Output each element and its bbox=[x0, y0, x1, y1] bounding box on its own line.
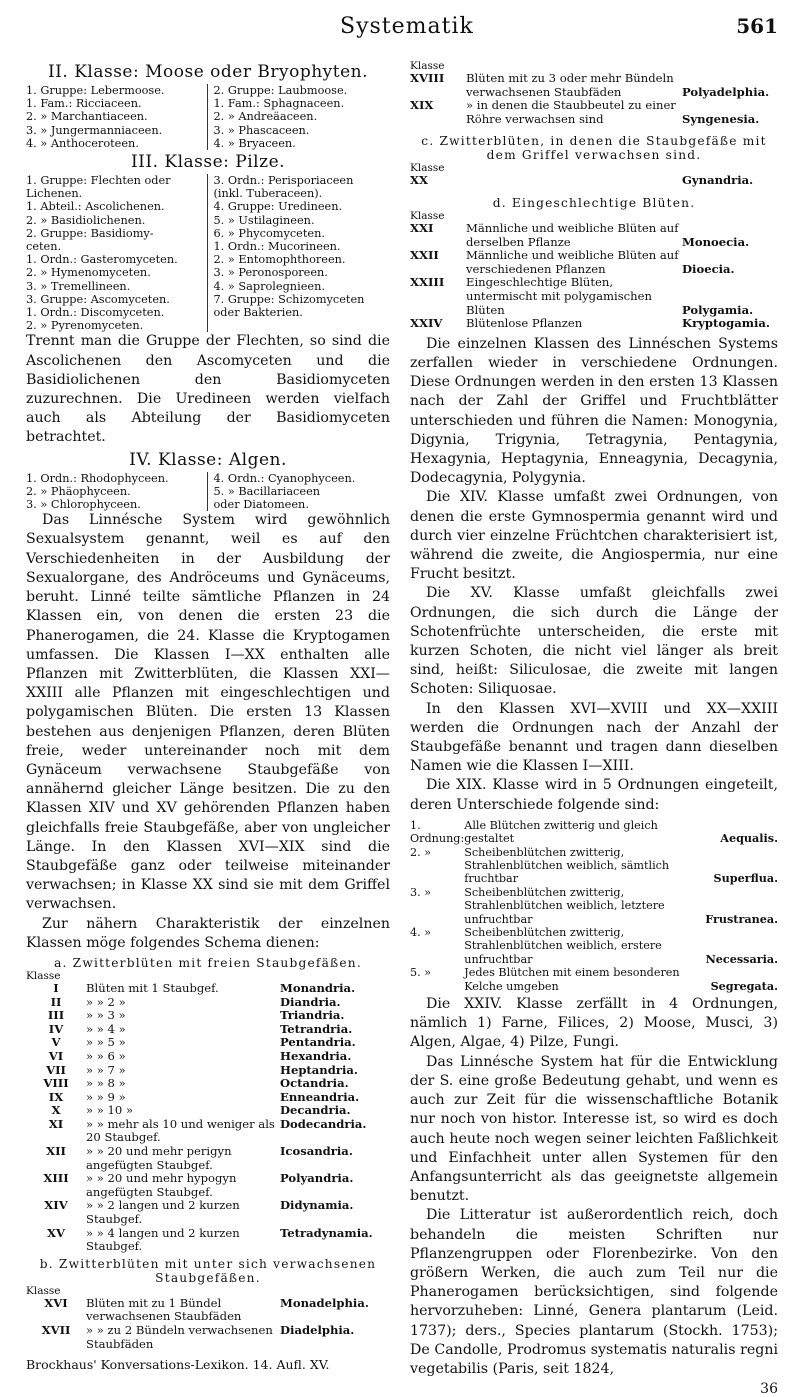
list-line: 3. Gruppe: Ascomyceten. bbox=[26, 292, 170, 306]
pilze-groups bbox=[26, 174, 390, 332]
class-description: Blüten mit 1 Staubgef. bbox=[86, 980, 219, 995]
class-description: » » zu 2 Bündeln verwachsenen Staubfäden bbox=[86, 1323, 273, 1351]
class-description: Scheibenblütchen zwitterig, Strahlenblütchen weiblich, letztere unfruchtbar bbox=[464, 885, 665, 926]
list-line: 3. » Tremellineen. bbox=[26, 279, 131, 293]
list-line: 3. » Peronosporeen. bbox=[213, 266, 328, 280]
class-row bbox=[26, 1199, 390, 1226]
list-line: 1. Fam.: Ricciaceen. bbox=[26, 97, 142, 111]
list-line: 2. » Andreäaceen. bbox=[213, 110, 318, 124]
class-name: Polyandria. bbox=[280, 1171, 354, 1186]
class-name: Diandria. bbox=[280, 994, 341, 1009]
class-row bbox=[26, 1064, 390, 1078]
list-line: 3. » Jungermanniaceen. bbox=[26, 123, 163, 137]
class-row bbox=[26, 982, 390, 996]
class-row bbox=[410, 819, 778, 846]
list-line: 1. Gruppe: Lebermoose. bbox=[26, 84, 165, 97]
list-line: 1. Ordn.: Gasteromyceten. bbox=[26, 253, 178, 267]
class-name: Kryptogamia. bbox=[682, 316, 770, 331]
class-number: XX bbox=[410, 173, 428, 188]
class-number: V bbox=[51, 1035, 61, 1050]
class-number: 1. Ordnung: bbox=[410, 818, 465, 846]
class-row bbox=[26, 1227, 390, 1254]
class-number: XIII bbox=[43, 1171, 69, 1186]
class-row bbox=[410, 317, 778, 331]
klasse-label: Klasse bbox=[26, 969, 61, 982]
class-description: Alle Blütchen zwitterig und gleich gestaltet bbox=[464, 818, 658, 846]
left-column bbox=[26, 60, 390, 1372]
paragraph-klasse-xxiv: Die XXIV. Klasse zerfällt in 4 Ordnungen, nämlich 1) Farne, Filices, 2) Moose, Musci, 3) Algen, Algae, 4) Pilze, Fungi. bbox=[410, 996, 778, 1051]
class-number: XVI bbox=[44, 1295, 68, 1310]
class-name: Tetradynamia. bbox=[280, 1225, 373, 1240]
class-row bbox=[26, 1297, 390, 1324]
class-row bbox=[26, 1077, 390, 1091]
algen-left-list bbox=[26, 472, 208, 512]
class-row bbox=[26, 1118, 390, 1145]
list-line: 7. Gruppe: Schizomyceten bbox=[213, 292, 365, 306]
page-number: 561 bbox=[736, 14, 778, 38]
list-line: 5. » Bacillariaceen bbox=[213, 484, 321, 498]
list-line: 2. » Phäophyceen. bbox=[26, 484, 131, 498]
moose-right-list bbox=[208, 84, 391, 150]
paragraph-klasse-xix: Die XIX. Klasse wird in 5 Ordnungen eingeteilt, deren Unterschiede folgende sind: bbox=[410, 777, 778, 813]
orders-table bbox=[410, 819, 778, 993]
class-number: XXII bbox=[410, 248, 439, 263]
class-description: » » 4 langen und 2 kurzen Staubgef. bbox=[86, 1225, 240, 1254]
heading-moose: II. Klasse: Moose oder Bryophyten. bbox=[47, 62, 369, 82]
class-number: IX bbox=[48, 1089, 64, 1104]
footer-publication: Brockhaus' Konversations-Lexikon. 14. Aufl. XV. bbox=[26, 1357, 330, 1373]
section-d-heading: d. Eingeschlechtige Blüten. bbox=[492, 195, 696, 210]
class-row bbox=[410, 222, 778, 249]
class-name: Triandria. bbox=[280, 1008, 345, 1023]
footer-signature: 36 bbox=[760, 1381, 778, 1397]
moose-left-list bbox=[26, 84, 208, 150]
class-row bbox=[26, 1145, 390, 1172]
class-description: Scheibenblütchen zwitterig, Strahlenblütchen weiblich, sämtlich fruchtbar bbox=[464, 845, 670, 886]
paragraph-schema: Zur nähern Charakteristik der einzelnen Klassen möge folgendes Schema dienen: bbox=[26, 915, 390, 951]
class-number: XXIV bbox=[410, 316, 443, 331]
paragraph-linne-system: Das Linnésche System wird gewöhnlich Sexualsystem genannt, weil es auf den Verschiedenheiten in der Ausbildung der Sexualorgane, des Andröceums und Gynäceums, beruht. Linné teilte sämtliche Pflanzen in 24 Klassen ein, von denen die ersten 23 die Phanerogamen, die 24. Klasse die Kryptogamen umfassen. Die Klassen I—XX enthalten alle Pflanzen mit Zwitterblüten, die Klassen XXI—XXIII alle Pflanzen mit eingeschlechtigen und polygamischen Blüten. Die ersten 13 Klassen bestehen aus denjenigen Pflanzen, deren Blüten freie, weder untereinander noch mit dem Gynäceum verwachsene Staubgefäße von annähernd gleicher Länge besitzen. Die zu den Klassen XIV und XV gehörenden Pflanzen haben gleichfalls freie Staubgefäße, aber von ungleicher Länge. In den Klassen XVI—XIX sind die Staubgefäße ganz oder teilweise miteinander verwachsen; in Klasse XX sind sie mit dem Griffel verwachsen. bbox=[26, 512, 390, 913]
heading-pilze: III. Klasse: Pilze. bbox=[130, 152, 286, 173]
list-line: 1. Ordn.: Discomyceten. bbox=[26, 306, 165, 320]
class-description: » » 4 » bbox=[86, 1021, 126, 1036]
class-name: Necessaria. bbox=[705, 951, 778, 966]
paragraph-litteratur: Die Litteratur ist außerordentlich reich, doch behandeln die meisten Schriften nur Pflanzengruppen oder Florenbezirke. Von den größern Werken, die auch zum Teil nur die Phanerogamen berücksichtigen, sind folgende hervorzuheben: Linné, Genera plantarum (Leid. 1737); ders., Species plantarum (Stockh. 1753); De Candolle, Prodromus systematis naturalis regni vegetabilis (Paris, seit 1824, bbox=[410, 1207, 778, 1377]
list-line: 4. Ordn.: Cyanophyceen. bbox=[213, 471, 356, 485]
running-title: Systematik bbox=[340, 14, 474, 39]
class-name: Hexandria. bbox=[280, 1048, 352, 1063]
class-name: Didynamia. bbox=[280, 1198, 354, 1213]
class-number: XVII bbox=[41, 1323, 71, 1338]
class-number: 2. » bbox=[410, 845, 432, 859]
list-line: 2. Gruppe: Laubmoose. bbox=[213, 84, 348, 97]
class-description: Blüten mit zu 3 oder mehr Bündeln verwachsenen Staubfäden bbox=[466, 71, 674, 99]
class-row bbox=[26, 1172, 390, 1199]
class-description: Männliche und weibliche Blüten auf derselben Pflanze bbox=[466, 220, 679, 249]
class-name: Polygamia. bbox=[682, 302, 754, 317]
class-number: 4. » bbox=[410, 926, 432, 940]
class-row bbox=[410, 926, 778, 966]
class-name: Icosandria. bbox=[280, 1144, 353, 1159]
class-number: XII bbox=[46, 1144, 66, 1159]
classes-table-c bbox=[410, 174, 778, 188]
section-b-heading: b. Zwitterblüten mit unter sich verwachsenen Staubgefäßen. bbox=[39, 1256, 377, 1285]
klasse-label: Klasse bbox=[410, 60, 445, 72]
class-description: » » 3 » bbox=[86, 1008, 126, 1023]
class-row bbox=[26, 1023, 390, 1037]
class-name: Syngenesia. bbox=[682, 111, 760, 126]
class-number: XVIII bbox=[410, 71, 445, 85]
class-row bbox=[26, 1324, 390, 1351]
klasse-label: Klasse bbox=[410, 209, 445, 222]
class-number: I bbox=[53, 980, 59, 995]
class-number: VI bbox=[48, 1048, 64, 1063]
class-description bbox=[466, 174, 682, 188]
algen-groups bbox=[26, 472, 390, 512]
list-line: oder Diatomeen. bbox=[213, 498, 309, 512]
class-row bbox=[26, 1050, 390, 1064]
pilze-right-list bbox=[208, 174, 391, 332]
class-row bbox=[410, 846, 778, 886]
class-name: Segregata. bbox=[710, 978, 778, 993]
class-name: Frustranea. bbox=[705, 911, 778, 926]
list-line: 3. » Chlorophyceen. bbox=[26, 498, 141, 512]
list-line: 5. » Ustilagineen. bbox=[213, 213, 315, 227]
class-name: Heptandria. bbox=[280, 1062, 358, 1077]
section-a-heading: a. Zwitterblüten mit freien Staubgefäßen. bbox=[54, 955, 362, 970]
class-row bbox=[410, 72, 778, 99]
list-line: 3. Ordn.: Perisporiaceen bbox=[213, 174, 354, 188]
klasse-label: Klasse bbox=[26, 1284, 61, 1297]
class-description: » in denen die Staubbeutel zu einer Röhre verwachsen sind bbox=[466, 98, 676, 126]
list-line: 4. » Saprolegnieen. bbox=[213, 279, 325, 293]
class-description: » » mehr als 10 und weniger als 20 Staubgef. bbox=[86, 1116, 275, 1145]
class-description: » » 8 » bbox=[86, 1076, 126, 1091]
class-row bbox=[410, 99, 778, 126]
class-number: XIV bbox=[44, 1198, 68, 1213]
list-line: 4. Gruppe: Uredineen. bbox=[213, 200, 343, 214]
class-description: » » 2 langen und 2 kurzen Staubgef. bbox=[86, 1198, 240, 1227]
class-description: Männliche und weibliche Blüten auf verschiedenen Pflanzen bbox=[466, 248, 679, 276]
class-number: X bbox=[51, 1103, 61, 1118]
klasse-label: Klasse bbox=[410, 162, 445, 175]
class-row bbox=[26, 1009, 390, 1023]
class-number: 3. » bbox=[410, 885, 432, 899]
class-description: » » 9 » bbox=[86, 1089, 126, 1104]
class-number: XXIII bbox=[410, 275, 445, 290]
class-name: Dodecandria. bbox=[280, 1116, 367, 1131]
list-line: (inkl. Tuberaceen). bbox=[213, 187, 323, 201]
class-number: II bbox=[50, 994, 62, 1009]
class-description: » » 6 » bbox=[86, 1048, 126, 1063]
class-description: Scheibenblütchen zwitterig, Strahlenblütchen weiblich, erstere unfruchtbar bbox=[464, 926, 662, 966]
class-row bbox=[410, 966, 778, 993]
class-row bbox=[410, 276, 778, 317]
section-c-heading: c. Zwitterblüten, in denen die Staubgefäße mit dem Griffel verwachsen sind. bbox=[421, 134, 767, 163]
list-line: Lichenen. bbox=[26, 187, 83, 201]
paragraph-klassen-xvi: In den Klassen XVI—XVIII und XX—XXIII werden die Ordnungen nach der Anzahl der Staubgefäße benannt und tragen dann dieselben Namen wie die Klassen I—XIII. bbox=[410, 700, 778, 775]
class-description: Eingeschlechtige Blüten, untermischt mit polygamischen Blüten bbox=[466, 275, 652, 317]
class-description: » » 10 » bbox=[86, 1103, 134, 1118]
class-number: VII bbox=[46, 1062, 66, 1077]
right-column bbox=[410, 60, 778, 1397]
class-number: XIX bbox=[410, 98, 434, 113]
class-name: Aequalis. bbox=[720, 831, 778, 846]
class-description: Blüten mit zu 1 Bündel verwachsenen Staubfäden bbox=[86, 1295, 242, 1324]
class-name: Superflua. bbox=[713, 871, 778, 886]
classes-table-b-continued bbox=[410, 72, 778, 126]
class-name: Polyadelphia. bbox=[682, 84, 770, 99]
class-row bbox=[26, 1104, 390, 1118]
class-row bbox=[410, 249, 778, 276]
class-number: XXI bbox=[410, 220, 434, 235]
class-number: 5. » bbox=[410, 966, 432, 980]
moose-groups bbox=[26, 84, 390, 150]
list-line: 2. » Pyrenomyceten. bbox=[26, 319, 144, 333]
list-line: 1. Gruppe: Flechten oder bbox=[26, 174, 171, 188]
class-name: Decandria. bbox=[280, 1103, 351, 1118]
list-line: oder Bakterien. bbox=[213, 306, 303, 320]
class-row bbox=[26, 996, 390, 1010]
list-line: 2. » Basidiolichenen. bbox=[26, 213, 146, 227]
class-name: Tetrandria. bbox=[280, 1021, 353, 1036]
class-description: Blütenlose Pflanzen bbox=[466, 316, 583, 331]
list-line: 2. Gruppe: Basidiomy- bbox=[26, 226, 154, 240]
class-row bbox=[26, 1091, 390, 1105]
class-name: Pentandria. bbox=[280, 1035, 356, 1050]
class-name: Diadelphia. bbox=[280, 1323, 355, 1338]
list-line: 1. Fam.: Sphagnaceen. bbox=[213, 97, 345, 111]
paragraph-ordnungen: Die einzelnen Klassen des Linnéschen Systems zerfallen wieder in verschiedene Ordnungen. Diese Ordnungen werden in den ersten 13 Klassen nach der Zahl der Griffel und Fruchtblätter unterschieden und führen die Namen: Monogynia, Digynia, Trigynia, Tetragynia, Pentagynia, Hexagynia, Heptagynia, Enneagynia, Decagynia, Dodecagynia, Polygynia. bbox=[410, 335, 778, 487]
class-row bbox=[410, 886, 778, 926]
list-line: 1. Ordn.: Rhodophyceen. bbox=[26, 471, 169, 485]
class-description: Jedes Blütchen mit einem besonderen Kelche umgeben bbox=[464, 966, 680, 993]
class-name: Octandria. bbox=[280, 1076, 349, 1091]
paragraph-flechten: Trennt man die Gruppe der Flechten, so sind die Ascolichenen den Ascomyceten und die Basidiolichenen den Basidiomyceten zuzurechnen. Die Uredineen werden vielfach auch als Abteilung der Basidiomyceten betrachtet. bbox=[26, 333, 390, 446]
list-line: 2. » Marchantiaceen. bbox=[26, 110, 148, 124]
class-name: Monadelphia. bbox=[280, 1295, 369, 1310]
class-row bbox=[410, 174, 778, 188]
page-header bbox=[0, 14, 800, 50]
class-description: » » 20 und mehr hypogyn angefügten Staubgef. bbox=[86, 1171, 237, 1199]
class-number: XI bbox=[48, 1116, 64, 1131]
paragraph-bedeutung: Das Linnésche System hat für die Entwicklung der S. eine große Bedeutung gehabt, und wenn es auch zur Zeit für die wissenschaftliche Botanik nur noch von histor. Interesse ist, so wird es doch auch heute noch wegen seiner leichten Faßlichkeit und Einfachheit unter allen Systemen für den Anfangsunterricht als das geeignetste allgemein benutzt. bbox=[410, 1053, 778, 1205]
class-name: Gynandria. bbox=[682, 173, 754, 188]
list-line: 6. » Phycomyceten. bbox=[213, 226, 325, 240]
paragraph-klasse-xv: Die XV. Klasse umfaßt gleichfalls zwei Ordnungen, die sich durch die Länge der Schotenfrüchte unterscheiden, die erste mit kurzen Schoten, die nicht viel länger als breit sind, heißt: Siliculosae, die zweite mit langen Schoten: Siliquosae. bbox=[410, 585, 778, 698]
list-line: 1. Ordn.: Mucorineen. bbox=[213, 240, 341, 254]
class-name: Monandria. bbox=[280, 980, 356, 995]
list-line: 3. » Phascaceen. bbox=[213, 123, 310, 137]
class-name: Dioecia. bbox=[682, 261, 735, 276]
pilze-left-list bbox=[26, 174, 208, 332]
heading-algen: IV. Klasse: Algen. bbox=[129, 449, 287, 470]
list-line: 1. Abteil.: Ascolichenen. bbox=[26, 200, 165, 214]
list-line: ceten. bbox=[26, 240, 62, 254]
class-description: » » 2 » bbox=[86, 994, 126, 1009]
algen-right-list bbox=[208, 472, 391, 512]
class-description: » » 5 » bbox=[86, 1035, 126, 1050]
list-line: 2. » Hymenomyceten. bbox=[26, 266, 151, 280]
class-description: » » 20 und mehr perigyn angefügten Staubgef. bbox=[86, 1144, 232, 1172]
classes-table-a bbox=[26, 982, 390, 1254]
class-number: III bbox=[47, 1008, 65, 1023]
list-line: 2. » Entomophthoreen. bbox=[213, 253, 346, 267]
class-number: XV bbox=[47, 1225, 65, 1240]
paragraph-klasse-xiv: Die XIV. Klasse umfaßt zwei Ordnungen, von denen die erste Gymnospermia genannt wird und durch vier einzelne Früchtchen charakterisiert ist, während die zweite, die Angiospermia, nur eine Frucht besitzt. bbox=[410, 489, 778, 583]
class-name: Enneandria. bbox=[280, 1089, 360, 1104]
class-name: Monoecia. bbox=[682, 234, 750, 249]
list-line: 4. » Anthoceroteen. bbox=[26, 136, 139, 150]
list-line: 4. » Bryaceen. bbox=[213, 136, 296, 150]
class-description: » » 7 » bbox=[86, 1062, 126, 1077]
class-number: IV bbox=[48, 1021, 64, 1036]
class-number: VIII bbox=[43, 1076, 69, 1091]
classes-table-d bbox=[410, 222, 778, 331]
class-row bbox=[26, 1036, 390, 1050]
